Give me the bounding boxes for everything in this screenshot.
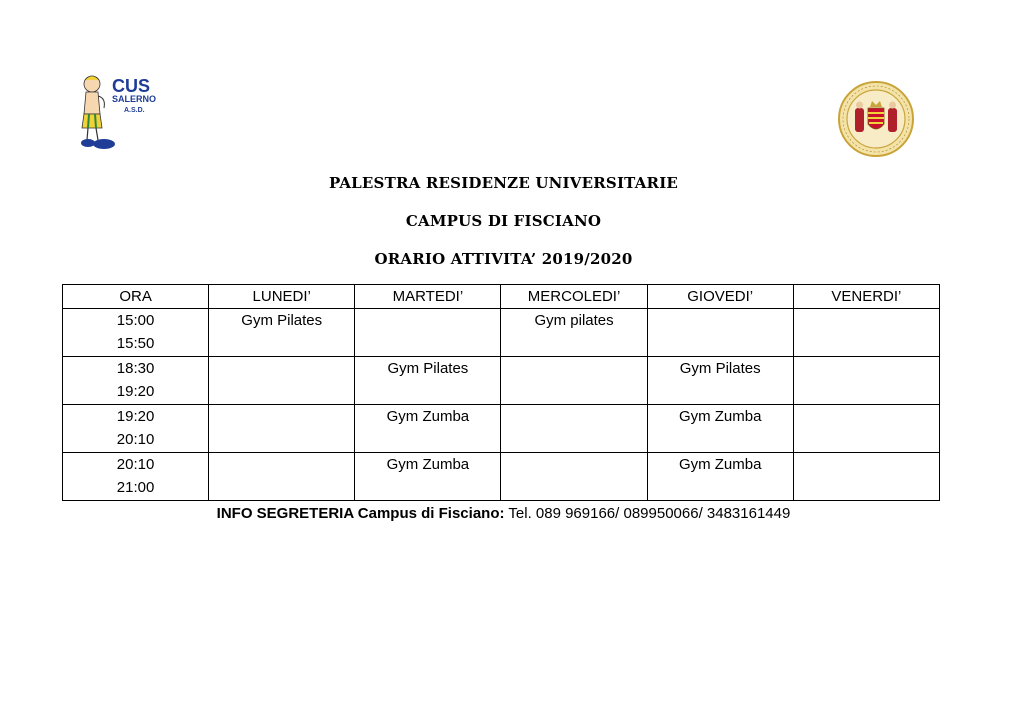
time-start: 15:00 <box>116 312 155 329</box>
header-venerdi: VENERDI’ <box>793 285 939 309</box>
activity-cell: Gym Pilates <box>355 357 501 405</box>
table-row <box>63 453 940 501</box>
activity-cell: Gym pilates <box>501 309 647 357</box>
activity-cell: Gym Zumba <box>647 405 793 453</box>
time-cell <box>63 309 209 357</box>
cus-logo-text: CUS <box>112 76 151 96</box>
cus-logo-small-text: A.S.D. <box>124 107 145 114</box>
time-start: 20:10 <box>116 456 155 473</box>
time-cell <box>63 405 209 453</box>
cus-logo-subtext: SALERNO <box>112 94 157 104</box>
table-row <box>63 405 940 453</box>
time-start: 19:20 <box>116 408 155 425</box>
footer-phones: Tel. 089 969166/ 089950066/ 3483161449 <box>508 505 791 522</box>
seal-icon <box>837 80 915 158</box>
activity-cell: Gym Zumba <box>355 453 501 501</box>
time-end: 20:10 <box>116 431 155 448</box>
header-ora: ORA <box>63 285 209 309</box>
cus-salerno-logo <box>80 74 172 150</box>
time-end: 21:00 <box>116 479 155 496</box>
activity-cell <box>209 405 355 453</box>
activity-cell: Gym Pilates <box>209 309 355 357</box>
header-lunedi: LUNEDI’ <box>209 285 355 309</box>
activity-cell: Gym Zumba <box>647 453 793 501</box>
title-line-2: CAMPUS DI FISCIANO <box>405 212 602 230</box>
time-end: 19:20 <box>116 383 155 400</box>
time-start: 18:30 <box>116 360 155 377</box>
footer-info <box>0 505 1007 522</box>
table-row <box>63 309 940 357</box>
activity-cell <box>647 309 793 357</box>
activity-cell <box>501 405 647 453</box>
table-row <box>63 357 940 405</box>
activity-cell <box>355 309 501 357</box>
schedule-table <box>62 284 940 501</box>
title-line-3: ORARIO ATTIVITA’ 2019/2020 <box>374 250 633 268</box>
activity-cell <box>209 453 355 501</box>
university-seal-logo <box>837 80 915 158</box>
time-cell <box>63 453 209 501</box>
activity-cell: Gym Zumba <box>355 405 501 453</box>
time-cell <box>63 357 209 405</box>
activity-cell <box>793 405 939 453</box>
header-mercoledi: MERCOLEDI’ <box>501 285 647 309</box>
header-giovedi: GIOVEDI’ <box>647 285 793 309</box>
time-end: 15:50 <box>116 335 155 352</box>
activity-cell <box>793 309 939 357</box>
header-martedi: MARTEDI’ <box>355 285 501 309</box>
activity-cell: Gym Pilates <box>647 357 793 405</box>
activity-cell <box>793 357 939 405</box>
activity-cell <box>501 357 647 405</box>
cus-mascot-icon <box>80 74 172 150</box>
activity-cell <box>209 357 355 405</box>
table-header-row <box>63 285 940 309</box>
title-line-1: PALESTRA RESIDENZE UNIVERSITARIE <box>328 174 679 192</box>
footer-label: INFO SEGRETERIA Campus di Fisciano: <box>216 505 505 522</box>
activity-cell <box>793 453 939 501</box>
activity-cell <box>501 453 647 501</box>
